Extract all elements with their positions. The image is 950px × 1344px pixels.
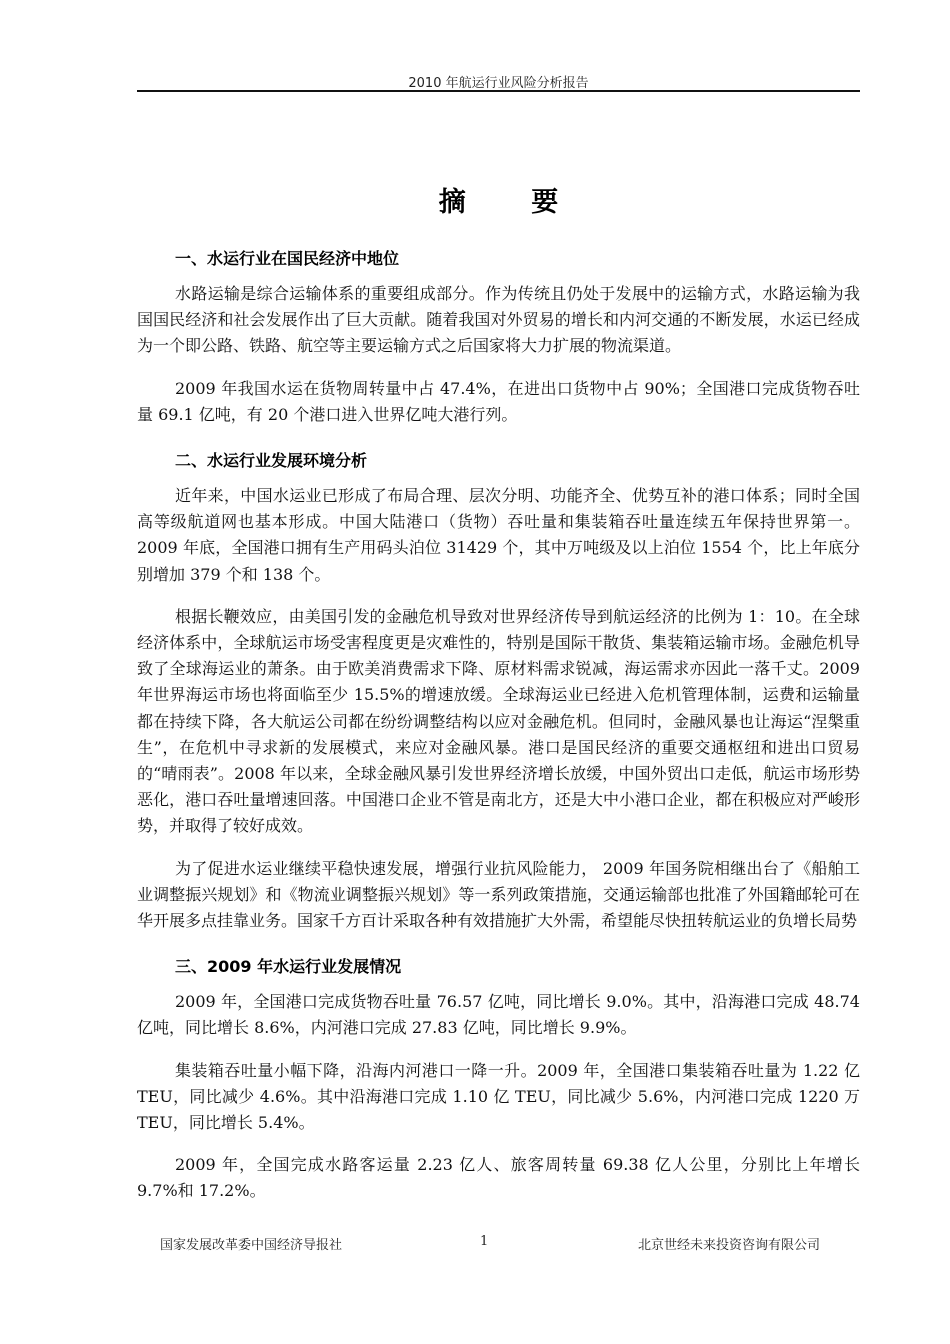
footer-publisher: 国家发展改革委中国经济导报社 (160, 1238, 343, 1253)
section-heading: 三、2009 年水运行业发展情况 (175, 957, 402, 977)
paragraph: 2009 年，全国港口完成货物吞吐量 76.57 亿吨，同比增长 9.0%。其中，沿海港口完成 48.74 亿吨，同比增长 8.6%，内河港口完成 27.83 亿吨，同比增长 9.9%。 (137, 992, 860, 1038)
section-3 (137, 954, 860, 1204)
page-number: 1 (480, 1234, 489, 1249)
page-footer (160, 1234, 820, 1254)
paragraph: 近年来，中国水运业已形成了布局合理、层次分明、功能齐全、优势互补的港口体系；同时全国高等级航道网也基本形成。中国大陆港口（货物）吞吐量和集装箱吞吐量连续五年保持世界第一。2009 年底，全国港口拥有生产用码头泊位 31429 个，其中万吨级及以上泊位 1554 个，比上年底分别增加 379 个和 138 个。 (137, 486, 860, 584)
section-heading: 一、水运行业在国民经济中地位 (175, 249, 400, 268)
page-title: 摘 要 (438, 187, 587, 218)
paragraph: 水路运输是综合运输体系的重要组成部分。作为传统且仍处于发展中的运输方式，水路运输为我国国民经济和社会发展作出了巨大贡献。随着我国对外贸易的增长和内河交通的不断发展，水运已经成为一个即公路、铁路、航空等主要运输方式之后国家将大力扩展的物流渠道。 (137, 284, 860, 356)
section-heading: 二、水运行业发展环境分析 (175, 451, 368, 471)
document-body (137, 246, 860, 1221)
paragraph: 2009 年，全国完成水路客运量 2.23 亿人、旅客周转量 69.38 亿人公里，分别比上年增长 9.7%和 17.2%。 (137, 1155, 860, 1201)
paragraph: 集装箱吞吐量小幅下降，沿海内河港口一降一升。2009 年，全国港口集装箱吞吐量为 1.22 亿 TEU，同比减少 4.6%。其中沿海港口完成 1.10 亿 TEU，同比减少 5.6%，内河港口完成 1220 万 TEU，同比增长 5.4%。 (137, 1060, 860, 1133)
section-2 (137, 448, 860, 934)
running-header: 2010 年航运行业风险分析报告 (408, 76, 589, 91)
section-1 (137, 246, 860, 428)
paragraph: 2009 年我国水运在货物周转量中占 47.4%，在进出口货物中占 90%；全国港口完成货物吞吐量 69.1 亿吨，有 20 个港口进入世界亿吨大港行列。 (137, 378, 860, 424)
header-rule (137, 90, 860, 92)
footer-company: 北京世经未来投资咨询有限公司 (637, 1238, 820, 1253)
paragraph: 为了促进水运业继续平稳快速发展，增强行业抗风险能力， 2009 年国务院相继出台了《船舶工业调整振兴规划》和《物流业调整振兴规划》等一系列政策措施，交通运输部也批准了外国籍邮轮可在华开展多点挂靠业务。国家千方百计采取各种有效措施扩大外需，希望能尽快扭转航运业的负增长局势 (137, 858, 860, 931)
paragraph: 根据长鞭效应，由美国引发的金融危机导致对世界经济传导到航运经济的比例为 1：10。在全球经济体系中，全球航运市场受害程度更是灾难性的，特别是国际干散货、集装箱运输市场。金融危机导致了全球海运业的萧条。由于欧美消费需求下降、原材料需求锐减，海运需求亦因此一落千丈。2009 年世界海运市场也将面临至少 15.5%的增速放缓。全球海运业已经进入危机管理体制，运费和运输量都在持续下降，各大航运公司都在纷纷调整结构以应对金融危机。但同时，金融风暴也让海运“涅槃重生”，在危机中寻求新的发展模式，来应对金融风暴。港口是国民经济的重要交通枢纽和进出口贸易的“晴雨表”。2008 年以来，全球金融风暴引发世界经济增长放缓，中国外贸出口走低，航运市场形势恶化，港口吞吐量增速回落。中国港口企业不管是南北方，还是大中小港口企业，都在积极应对严峻形势，并取得了较好成效。 (137, 606, 860, 836)
